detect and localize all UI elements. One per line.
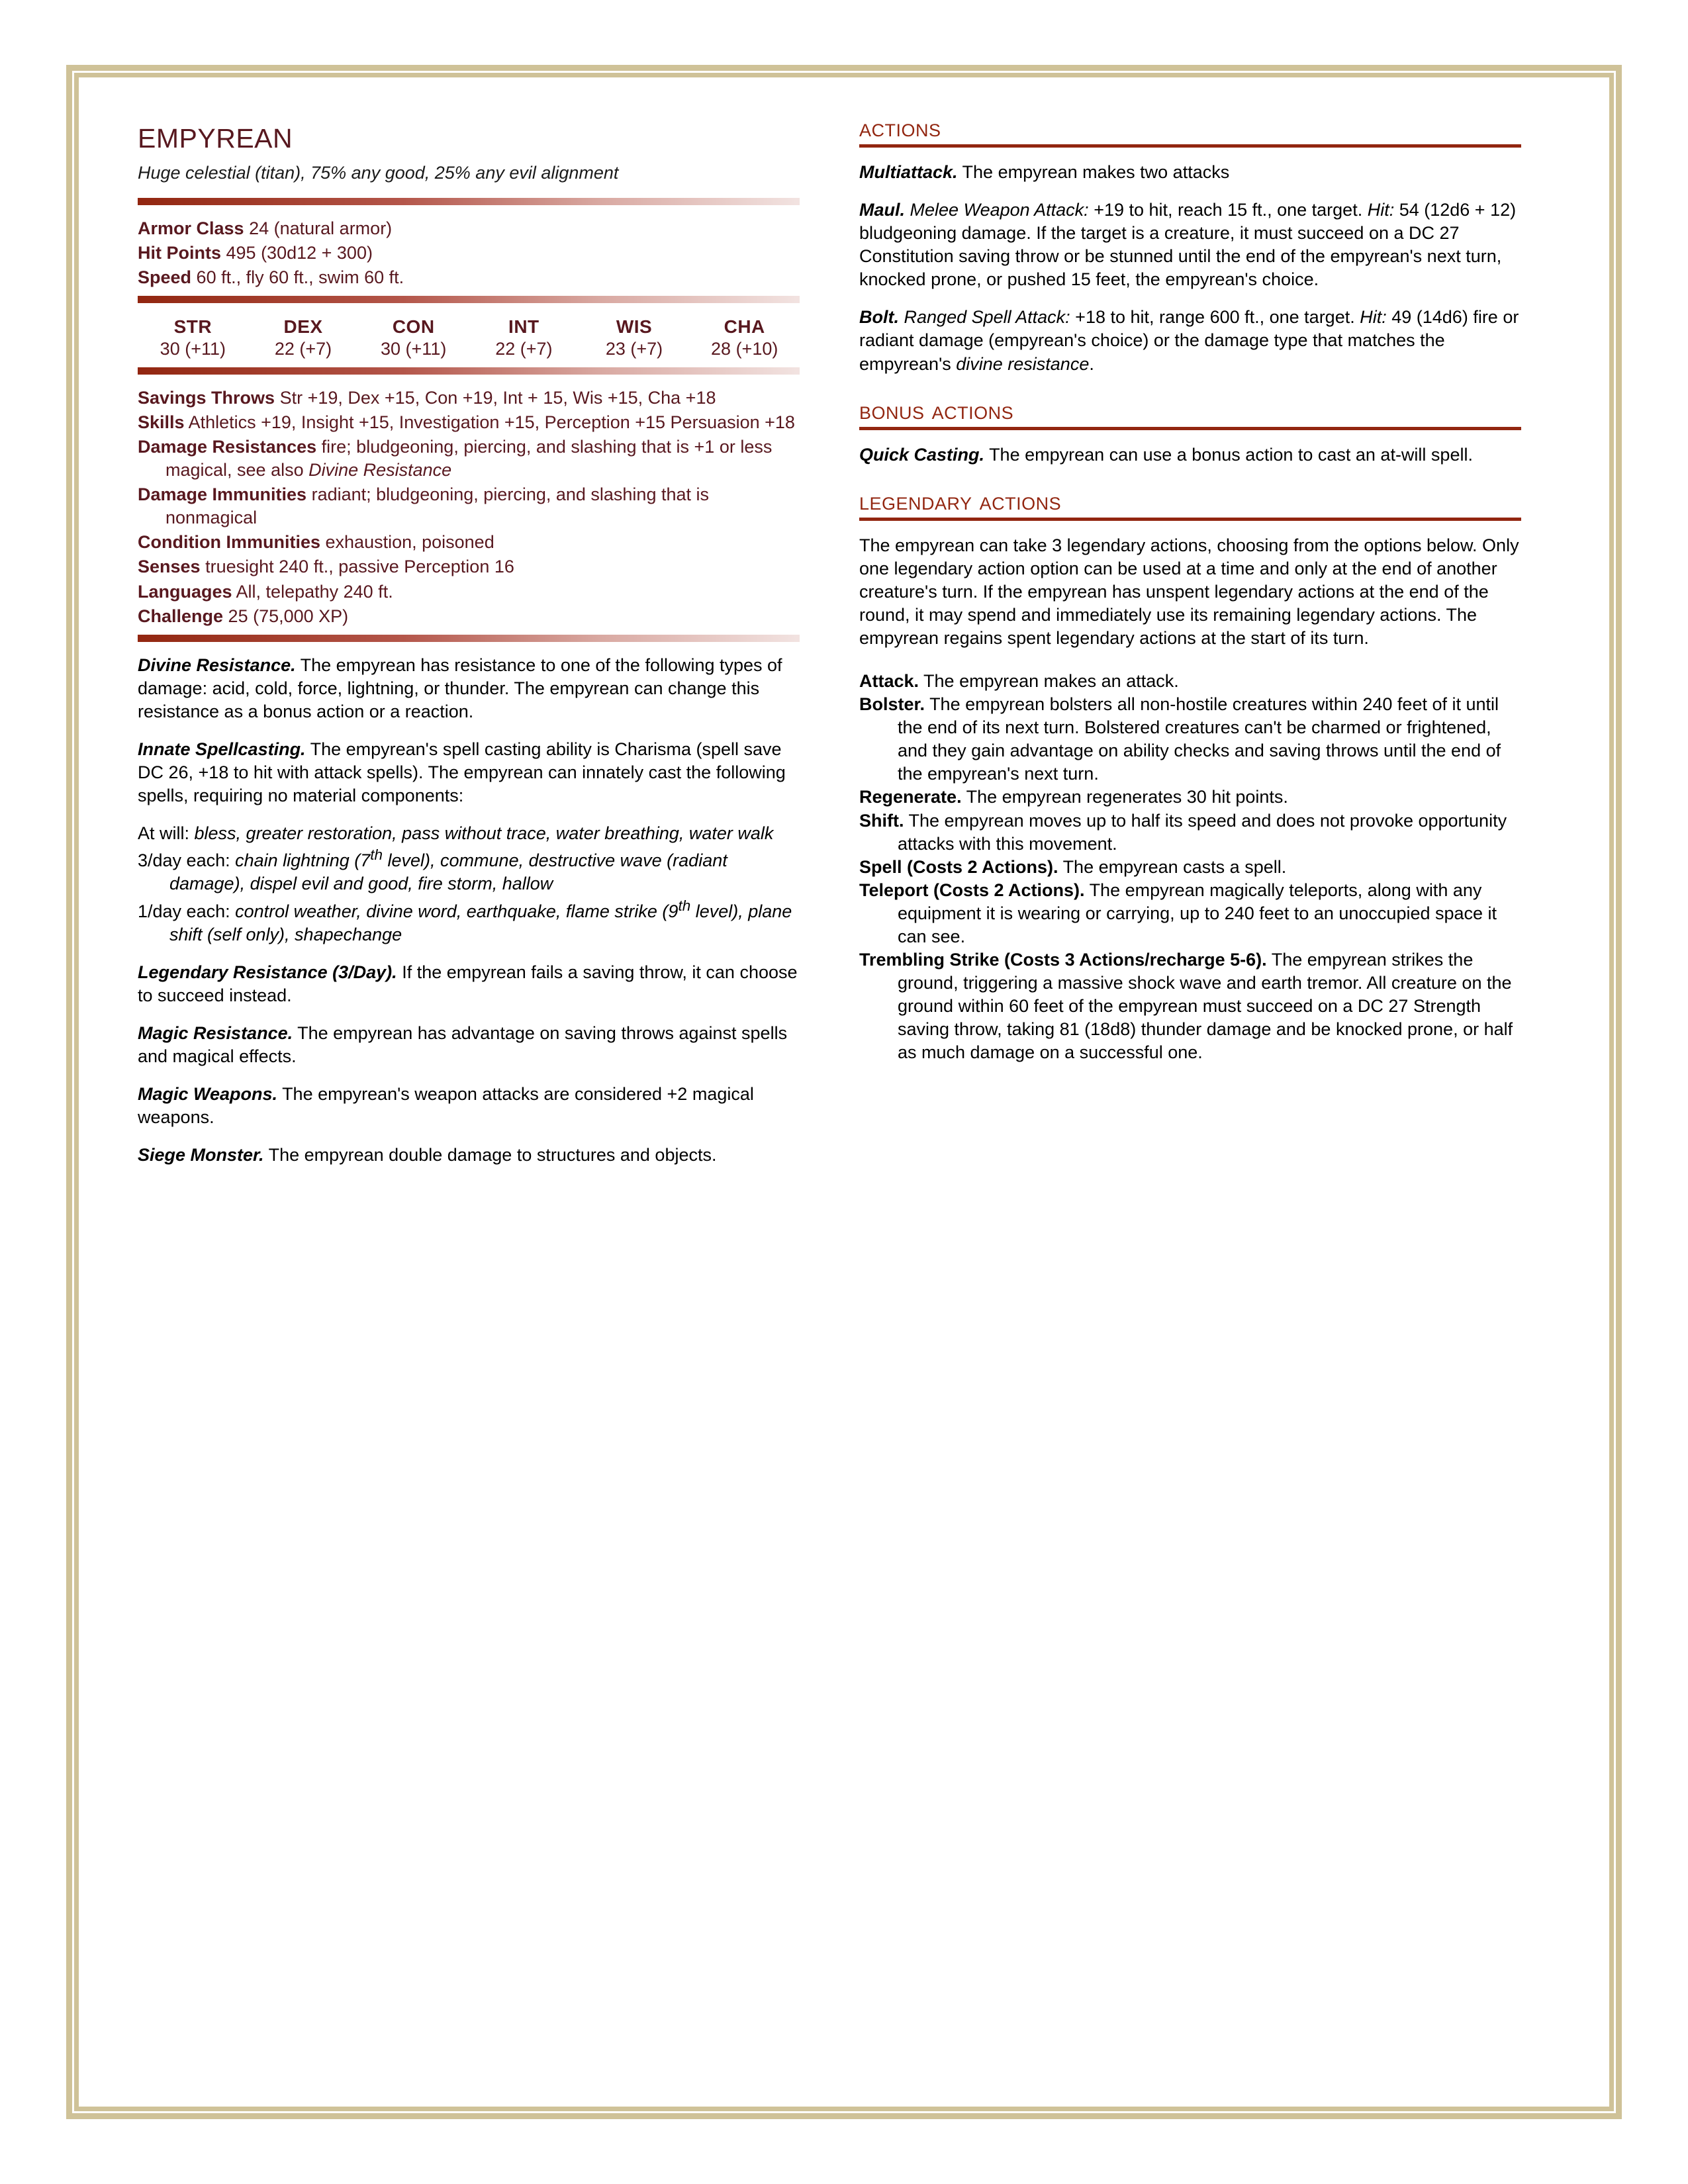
trait-magic-resistance-name: Magic Resistance. [138, 1023, 293, 1043]
legendary-action-regenerate [859, 786, 1521, 809]
bonus-action-quick-casting-text: The empyrean can use a bonus action to cast an at-will spell. [989, 444, 1473, 465]
spell-names-three-per-day [169, 846, 727, 894]
ability-str [138, 315, 248, 361]
legendary-action-spell-name: Spell (Costs 2 Actions). [859, 856, 1058, 877]
legendary-action-shift-text: The empyrean moves up to half its speed and does not provoke opportunity attacks with this movement. [898, 810, 1507, 854]
bonus-action-quick-casting-name: Quick Casting. [859, 444, 985, 465]
spell-names-one-per-day [169, 897, 792, 944]
skills-line [138, 411, 800, 434]
action-bolt-hit-text-post: . [1089, 353, 1094, 374]
trait-legendary-resistance [138, 961, 800, 1007]
saving-throws-value: Str +19, Dex +15, Con +19, Int + 15, Wis +15, Cha +18 [279, 387, 716, 408]
saving-throws-line [138, 387, 800, 410]
section-heading-bonus-actions: bonus actions [859, 398, 1521, 430]
divider-above-abilities [138, 296, 800, 303]
innate-spell-list [138, 822, 800, 946]
languages-value: All, telepathy 240 ft. [236, 581, 393, 602]
section-heading-legendary-actions: legendary actions [859, 489, 1521, 521]
ability-str-label: STR [173, 316, 212, 338]
challenge-line [138, 605, 800, 628]
armor-class-value: 24 (natural armor) [249, 218, 393, 238]
trait-divine-resistance-text: The empyrean has resistance to one of the following types of damage: acid, cold, force, lightning, or thunder. The empyrean can change this resistance as a bonus action or a reaction. [138, 655, 782, 721]
legendary-action-attack [859, 670, 1521, 693]
spell-names-one-pre: control weather, divine word, earthquake, flame strike (9 [235, 901, 679, 921]
ability-con-label: CON [392, 316, 435, 338]
action-bolt-name: Bolt. [859, 307, 899, 328]
challenge-label: Challenge [138, 606, 224, 626]
divider-below-details [138, 635, 800, 642]
spell-names-three-post: level), commune, destructive wave (radiant damage), dispel evil and good, fire storm, hallow [169, 850, 727, 894]
legendary-action-bolster-text: The empyrean bolsters all non-hostile creatures within 240 feet of it until the end of its next turn. Bolstered creatures can't be charmed or frightened, and they gain advantage on ability checks and saving throws until the end of the empyrean's next turn. [898, 694, 1501, 784]
spell-names-one-post: level), plane shift (self only), shapechange [169, 901, 792, 944]
trait-divine-resistance-name: Divine Resistance. [138, 655, 296, 675]
legendary-action-shift [859, 809, 1521, 856]
skills-value: Athletics +19, Insight +15, Investigation +15, Perception +15 Persuasion +18 [188, 412, 795, 432]
defense-stats [138, 217, 800, 289]
trait-innate-spellcasting-name: Innate Spellcasting. [138, 739, 306, 759]
creature-name: empyrean [138, 113, 293, 156]
stat-block-left-column [138, 113, 800, 1181]
trait-innate-spellcasting [138, 738, 800, 807]
legendary-actions-intro: The empyrean can take 3 legendary actions, choosing from the options below. Only one legendary action option can be used at a time and only at the end of another creature's turn. If the empyrean has unspent legendary actions at the end of the round, it may spend and immediately use its remaining legendary actions. The empyrean regains spent legendary actions at the start of its turn. [859, 535, 1519, 648]
hit-points-label: Hit Points [138, 242, 221, 263]
damage-resistances-reference: Divine Resistance [308, 460, 452, 480]
ability-wis-score: 23 (+7) [605, 339, 663, 359]
damage-immunities-value: radiant; bludgeoning, piercing, and slashing that is nonmagical [165, 484, 710, 528]
armor-class-label: Armor Class [138, 218, 244, 238]
spell-frequency-three-per-day: 3/day each: [138, 850, 236, 871]
detail-stats [138, 387, 800, 628]
stat-block-right-column [859, 116, 1521, 1065]
trait-innate-spellcasting-text: The empyrean's spell casting ability is Charisma (spell save DC 26, +18 to hit with attack spells). The empyrean can innately cast the following spells, requiring no material components: [138, 739, 786, 806]
ability-wis [579, 315, 690, 361]
speed-value: 60 ft., fly 60 ft., swim 60 ft. [196, 267, 404, 287]
condition-immunities-label: Condition Immunities [138, 532, 320, 553]
legendary-action-teleport-text: The empyrean magically teleports, along with any equipment it is wearing or carrying, up to 240 feet to an unoccupied space it can see. [898, 880, 1497, 947]
legendary-action-trembling-strike-text: The empyrean strikes the ground, triggering a massive shock wave and earth tremor. All creature on the ground within 60 feet of the empyrean must succeed on a DC 27 Strength saving throw, taking 81 (18d8) thunder damage and be knocked prone, or half as much damage on a successful one. [898, 950, 1513, 1063]
trait-legendary-resistance-text: If the empyrean fails a saving throw, it can choose to succeed instead. [138, 962, 798, 1005]
speed-line [138, 266, 800, 289]
action-maul-hit-text: 54 (12d6 + 12) bludgeoning damage. If the target is a creature, it must succeed on a DC 27 Constitution saving throw or be stunned until the end of the empyrean's next turn, knocked prone, or pushed 15 feet, the empyrean's choice. [859, 199, 1517, 290]
hit-points-line [138, 242, 800, 265]
legendary-action-spell [859, 856, 1521, 879]
damage-immunities-line [138, 483, 800, 529]
legendary-action-teleport-name: Teleport (Costs 2 Actions). [859, 880, 1085, 900]
senses-value: truesight 240 ft., passive Perception 16 [205, 557, 514, 577]
ability-cha-label: CHA [724, 316, 765, 338]
bonus-action-quick-casting [859, 443, 1521, 467]
skills-label: Skills [138, 412, 185, 432]
spell-row-at-will [138, 822, 800, 845]
spell-names-at-will: bless, greater restoration, pass without trace, water breathing, water walk [194, 823, 774, 844]
trait-magic-weapons-name: Magic Weapons. [138, 1084, 278, 1105]
damage-resistances-label: Damage Resistances [138, 436, 317, 457]
damage-immunities-label: Damage Immunities [138, 484, 307, 505]
ability-wis-label: WIS [616, 316, 653, 338]
trait-magic-resistance [138, 1022, 800, 1068]
creature-type-line: Huge celestial (titan), 75% any good, 25% any evil alignment [138, 163, 619, 183]
senses-line [138, 555, 800, 578]
ability-int [469, 315, 579, 361]
ability-str-score: 30 (+11) [160, 339, 226, 359]
spell-frequency-one-per-day: 1/day each: [138, 901, 236, 921]
legendary-action-trembling-strike [859, 948, 1521, 1064]
trait-magic-weapons-text: The empyrean's weapon attacks are considered +2 magical weapons. [138, 1084, 754, 1128]
trait-siege-monster-text: The empyrean double damage to structures and objects. [268, 1145, 717, 1165]
speed-label: Speed [138, 267, 192, 287]
legendary-action-list [859, 670, 1521, 1065]
ability-dex-label: DEX [283, 316, 323, 338]
legendary-action-shift-name: Shift. [859, 810, 904, 831]
condition-immunities-line [138, 531, 800, 554]
ability-dex [248, 315, 359, 361]
spacer-legendary-actions [859, 521, 1521, 534]
action-multiattack-name: Multiattack. [859, 161, 958, 182]
divider-below-abilities [138, 367, 800, 375]
legendary-action-attack-name: Attack. [859, 670, 919, 691]
legendary-action-attack-text: The empyrean makes an attack. [923, 670, 1179, 691]
ability-int-label: INT [508, 316, 539, 338]
senses-label: Senses [138, 557, 201, 577]
section-heading-actions: actions [859, 116, 1521, 148]
legendary-action-bolster [859, 693, 1521, 786]
spacer-actions [859, 148, 1521, 161]
trait-magic-resistance-text: The empyrean has advantage on saving throws against spells and magical effects. [138, 1023, 788, 1067]
damage-resistances-value: fire; bludgeoning, piercing, and slashing that is +1 or less magical, see also [165, 436, 773, 480]
legendary-action-teleport [859, 879, 1521, 948]
action-maul-attack-type: Melee Weapon Attack: [910, 199, 1089, 220]
legendary-action-spell-text: The empyrean casts a spell. [1062, 856, 1287, 877]
legendary-action-bolster-name: Bolster. [859, 694, 925, 715]
ability-dex-score: 22 (+7) [274, 339, 332, 359]
action-multiattack [859, 161, 1521, 184]
ability-con-score: 30 (+11) [381, 339, 447, 359]
ability-cha-score: 28 (+10) [711, 339, 778, 359]
action-bolt-reference: divine resistance [956, 353, 1090, 374]
languages-label: Languages [138, 581, 232, 602]
spell-row-three-per-day [138, 845, 800, 895]
damage-resistances-line [138, 435, 800, 482]
condition-immunities-value: exhaustion, poisoned [325, 532, 494, 553]
ability-score-table [138, 315, 800, 361]
action-bolt [859, 306, 1521, 375]
legendary-action-trembling-strike-name: Trembling Strike (Costs 3 Actions/recharge 5-6). [859, 950, 1267, 970]
action-maul-tohit: +19 to hit, reach 15 ft., one target. [1088, 199, 1368, 220]
trait-siege-monster-name: Siege Monster. [138, 1145, 264, 1165]
action-bolt-hit-label: Hit: [1360, 307, 1387, 328]
trait-divine-resistance [138, 654, 800, 723]
spell-names-three-pre: chain lightning (7 [235, 850, 371, 871]
ability-int-score: 22 (+7) [495, 339, 553, 359]
action-maul-hit-label: Hit: [1367, 199, 1395, 220]
action-maul [859, 199, 1521, 291]
hit-points-value: 495 (30d12 + 300) [226, 242, 373, 263]
ability-con [358, 315, 469, 361]
ordinal-suffix-seventh: th [370, 846, 383, 864]
ordinal-suffix-ninth: th [678, 897, 691, 914]
spacer-bonus-actions [859, 430, 1521, 443]
action-maul-name: Maul. [859, 199, 906, 220]
challenge-value: 25 (75,000 XP) [228, 606, 349, 626]
action-bolt-tohit: +18 to hit, range 600 ft., one target. [1070, 307, 1360, 328]
trait-legendary-resistance-name: Legendary Resistance (3/Day). [138, 962, 397, 982]
saving-throws-label: Savings Throws [138, 387, 275, 408]
action-multiattack-text: The empyrean makes two attacks [962, 161, 1230, 182]
languages-line [138, 580, 800, 604]
legendary-action-regenerate-name: Regenerate. [859, 787, 962, 807]
legendary-action-regenerate-text: The empyrean regenerates 30 hit points. [966, 787, 1288, 807]
ability-cha [689, 315, 800, 361]
trait-siege-monster [138, 1144, 800, 1167]
spell-row-one-per-day [138, 896, 800, 946]
divider-top [138, 198, 800, 205]
trait-magic-weapons [138, 1083, 800, 1129]
spell-frequency-at-will: At will: [138, 823, 195, 844]
action-bolt-hit-text-pre: 49 (14d6) fire or radiant damage (empyrean's choice) or the damage type that matches the empyrean's [859, 307, 1519, 374]
armor-class-line [138, 217, 800, 240]
action-bolt-attack-type: Ranged Spell Attack: [904, 307, 1070, 328]
